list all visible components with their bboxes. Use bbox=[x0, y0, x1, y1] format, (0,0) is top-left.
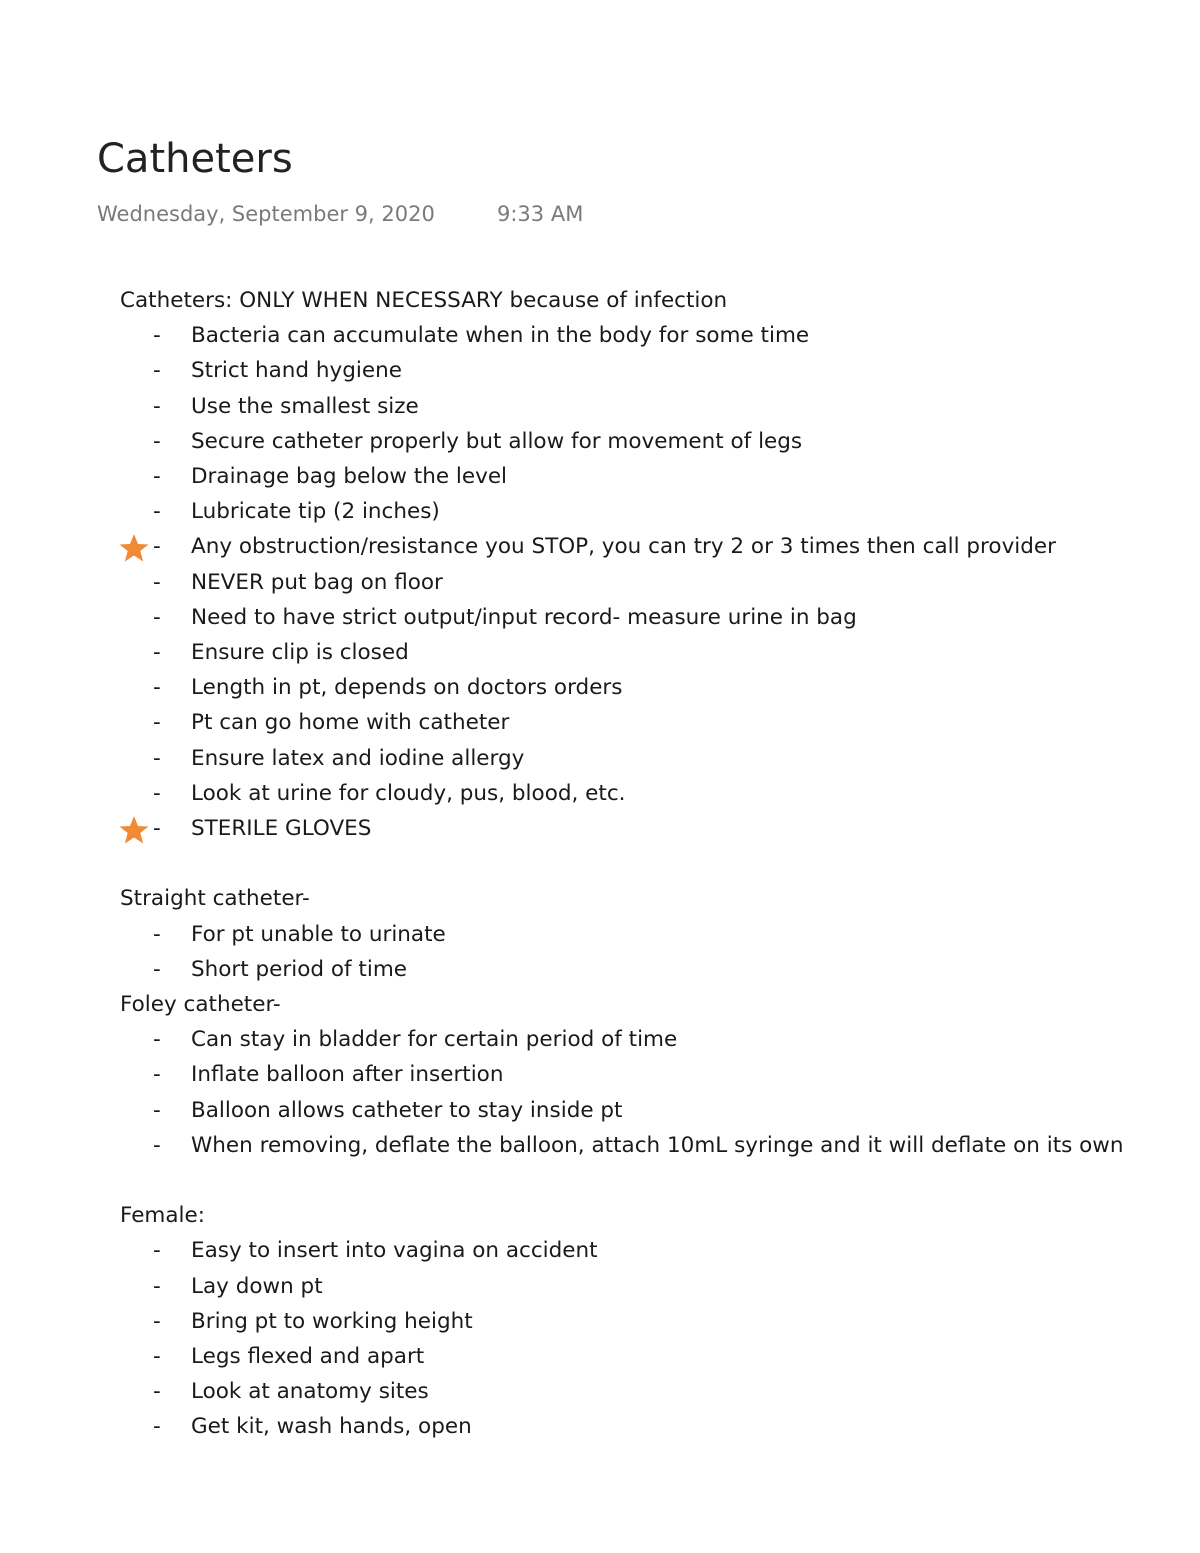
list-item: Short period of time bbox=[191, 956, 407, 982]
page-time: 9:33 AM bbox=[497, 202, 584, 226]
list-item: Pt can go home with catheter bbox=[191, 710, 510, 736]
bullet-dash: - bbox=[153, 464, 161, 489]
star-icon bbox=[118, 532, 150, 564]
bullet-dash: - bbox=[153, 1097, 161, 1123]
list-item: STERILE GLOVES bbox=[191, 816, 372, 841]
list-item: Ensure clip is closed bbox=[191, 640, 409, 665]
bullet-dash: - bbox=[153, 1308, 161, 1334]
bullet-dash: - bbox=[153, 1414, 161, 1440]
list-item: Get kit, wash hands, open bbox=[191, 1414, 472, 1440]
list-item: When removing, deflate the balloon, attach 10mL syringe and it will deflate on its own bbox=[191, 1132, 1124, 1158]
list-item: Drainage bag below the level bbox=[191, 464, 508, 489]
list-item: Lubricate tip (2 inches) bbox=[191, 499, 440, 525]
section-heading: Catheters: ONLY WHEN NECESSARY because of infection bbox=[120, 288, 728, 313]
section-heading: Female: bbox=[120, 1203, 205, 1229]
bullet-dash: - bbox=[153, 499, 161, 525]
list-item: Legs flexed and apart bbox=[191, 1344, 425, 1369]
bullet-dash: - bbox=[153, 1344, 161, 1369]
list-item: NEVER put bag on floor bbox=[191, 569, 443, 595]
bullet-dash: - bbox=[153, 1273, 161, 1299]
list-item: Strict hand hygiene bbox=[191, 358, 402, 384]
page-date: Wednesday, September 9, 2020 bbox=[97, 202, 435, 226]
list-item: Bacteria can accumulate when in the body for some time bbox=[191, 323, 810, 349]
bullet-dash: - bbox=[153, 358, 161, 384]
bullet-dash: - bbox=[153, 569, 161, 595]
list-item: Use the smallest size bbox=[191, 393, 419, 419]
bullet-dash: - bbox=[153, 921, 161, 947]
list-item: Bring pt to working height bbox=[191, 1308, 473, 1334]
bullet-dash: - bbox=[153, 780, 161, 806]
bullet-dash: - bbox=[153, 323, 161, 349]
list-item: Look at urine for cloudy, pus, blood, etc. bbox=[191, 780, 626, 806]
section-heading: Foley catheter- bbox=[120, 992, 281, 1017]
bullet-dash: - bbox=[153, 393, 161, 419]
star-icon bbox=[118, 814, 150, 846]
list-item: Lay down pt bbox=[191, 1273, 323, 1299]
list-item: Easy to insert into vagina on accident bbox=[191, 1238, 598, 1264]
bullet-dash: - bbox=[153, 675, 161, 701]
bullet-dash: - bbox=[153, 1132, 161, 1158]
list-item: Secure catheter properly but allow for movement of legs bbox=[191, 428, 803, 454]
section-heading: Straight catheter- bbox=[120, 886, 310, 912]
bullet-dash: - bbox=[153, 1062, 161, 1088]
list-item: Length in pt, depends on doctors orders bbox=[191, 675, 623, 701]
bullet-dash: - bbox=[153, 604, 161, 630]
bullet-dash: - bbox=[153, 745, 161, 771]
bullet-dash: - bbox=[153, 640, 161, 665]
bullet-dash: - bbox=[153, 1379, 161, 1405]
list-item: Ensure latex and iodine allergy bbox=[191, 745, 525, 771]
bullet-dash: - bbox=[153, 534, 161, 560]
list-item: Need to have strict output/input record- measure urine in bag bbox=[191, 604, 857, 630]
page-title: Catheters bbox=[97, 136, 293, 182]
list-item: Look at anatomy sites bbox=[191, 1379, 429, 1405]
bullet-dash: - bbox=[153, 428, 161, 454]
bullet-dash: - bbox=[153, 710, 161, 736]
list-item: For pt unable to urinate bbox=[191, 921, 446, 947]
list-item: Balloon allows catheter to stay inside pt bbox=[191, 1097, 623, 1123]
list-item: Can stay in bladder for certain period of time bbox=[191, 1027, 678, 1053]
list-item: Any obstruction/resistance you STOP, you can try 2 or 3 times then call provider bbox=[191, 534, 1056, 560]
bullet-dash: - bbox=[153, 1238, 161, 1264]
bullet-dash: - bbox=[153, 1027, 161, 1053]
list-item: Inflate balloon after insertion bbox=[191, 1062, 504, 1088]
bullet-dash: - bbox=[153, 816, 161, 841]
bullet-dash: - bbox=[153, 956, 161, 982]
